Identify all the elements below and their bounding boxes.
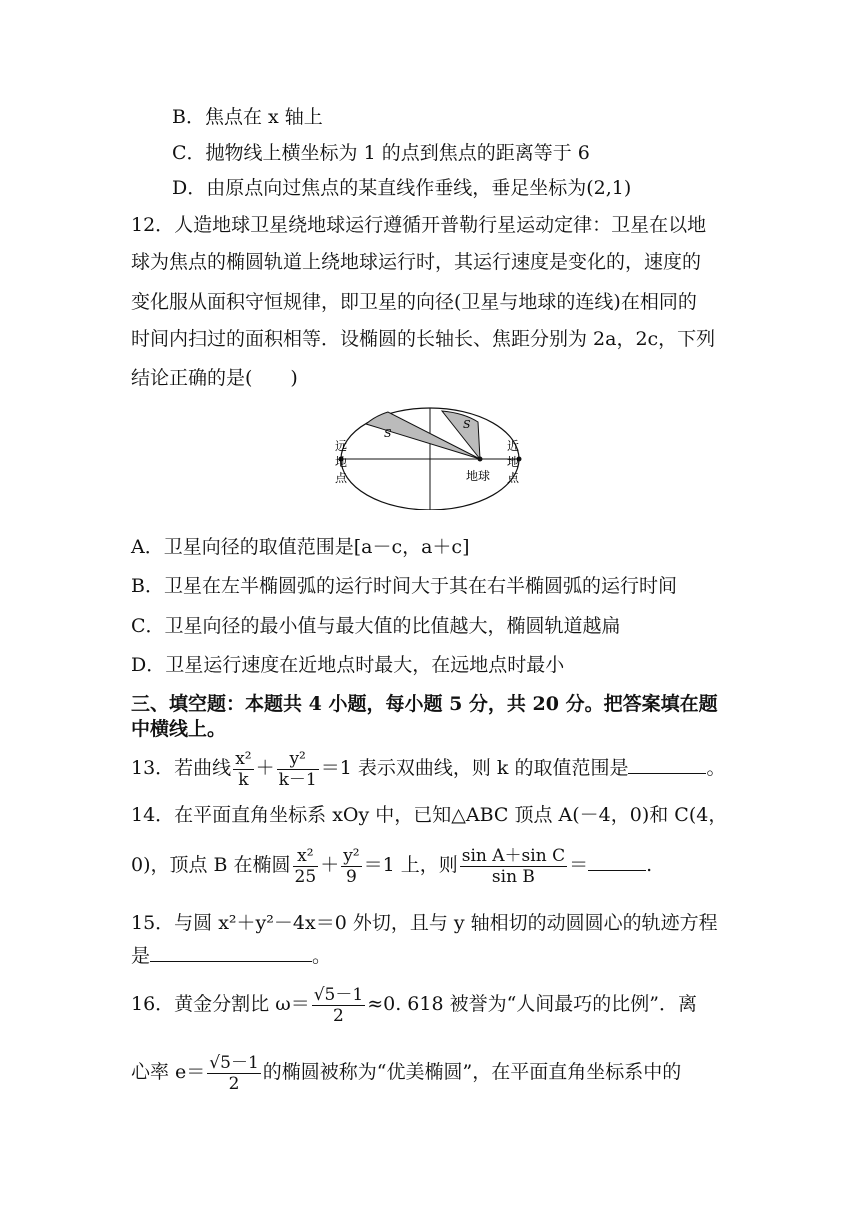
q15-answer-blank[interactable] — [150, 943, 312, 962]
q12-option-d: D．卫星运行速度在近地点时最大，在远地点时最小 — [131, 654, 565, 676]
section3-heading-line2: 中横线上。 — [131, 718, 227, 740]
q16-frac-num: √5－1 — [313, 984, 364, 1005]
q15-line2 — [131, 941, 331, 971]
q14-plus: ＋ — [320, 854, 340, 876]
q14-line2 — [131, 843, 652, 887]
q13-frac1-den: k — [238, 769, 249, 790]
far-label-1: 远 — [335, 439, 348, 453]
s-label-near: S — [463, 418, 471, 431]
q12-line4: 时间内扫过的面积相等．设椭圆的长轴长、焦距分别为 2a，2c，下列 — [131, 328, 716, 350]
q13-end: 。 — [706, 757, 726, 779]
q12-line3: 变化服从面积守恒规律，即卫星的向径(卫星与地球的连线)在相同的 — [131, 291, 697, 313]
q12-line5: 结论正确的是( ) — [131, 367, 298, 389]
q16-line2 — [131, 1048, 681, 1096]
option-11-d: D．由原点向过焦点的某直线作垂线，垂足坐标为(2,1) — [172, 177, 632, 199]
far-label-3: 点 — [335, 471, 348, 485]
option-11-b: B．焦点在 x 轴上 — [172, 106, 323, 128]
q14-frac1-den: 25 — [294, 866, 317, 887]
q16-prefix: 16．黄金分割比 ω＝ — [131, 993, 310, 1015]
q16-frac-den: 2 — [333, 1005, 344, 1026]
q14-frac3-num: sin A＋sin C — [461, 845, 566, 866]
q14-frac1-num: x² — [293, 846, 319, 867]
q13-frac2-den: k－1 — [278, 769, 317, 790]
near-label-1: 近 — [507, 439, 520, 453]
earth-dot — [478, 457, 483, 462]
q13-answer-blank[interactable] — [628, 755, 706, 774]
q16-frac2-den: 2 — [228, 1073, 240, 1094]
q12-option-b: B．卫星在左半椭圆弧的运行时间大于其在右半椭圆弧的运行时间 — [131, 575, 677, 597]
q14-answer-blank[interactable] — [588, 852, 646, 871]
near-label-2: 地 — [507, 455, 520, 469]
q14-prefix: 0)，顶点 B 在椭圆 — [131, 854, 291, 876]
q16-prefix2: 心率 e＝ — [131, 1061, 206, 1083]
option-11-c: C．抛物线上横坐标为 1 的点到焦点的距离等于 6 — [172, 142, 590, 164]
q16-frac2 — [207, 1053, 260, 1094]
q13-prefix: 13．若曲线 — [131, 757, 232, 779]
q12-line2: 球为焦点的椭圆轨道上绕地球运行时，其运行速度是变化的，速度的 — [131, 251, 702, 273]
near-label-3: 点 — [507, 471, 520, 485]
far-label-2: 地 — [335, 455, 348, 469]
q12-option-a: A．卫星向径的取值范围是[a－c，a＋c] — [131, 536, 470, 558]
q15-end: 。 — [312, 945, 332, 967]
q14-eq: ＝ — [569, 854, 589, 876]
q14-frac2-den: 9 — [346, 866, 357, 887]
section3-heading-line1: 三、填空题：本题共 4 小题，每小题 5 分，共 20 分。把答案填在题 — [131, 693, 718, 715]
q14-mid: ＝1 上，则 — [363, 854, 458, 876]
q14-line1: 14．在平面直角坐标系 xOy 中，已知△ABC 顶点 A(－4，0)和 C(4， — [131, 804, 728, 826]
q13 — [131, 748, 725, 790]
q13-frac2-num: y² — [277, 749, 319, 770]
q16-suffix2: 的椭圆被称为“优美椭圆”，在平面直角坐标系中的 — [262, 1061, 682, 1083]
q14-frac2 — [341, 846, 361, 887]
q13-suffix: ＝1 表示双曲线，则 k 的取值范围是 — [320, 757, 629, 779]
q14-frac1 — [293, 846, 319, 887]
q13-frac2 — [277, 749, 319, 790]
q14-frac3-den: sin B — [491, 866, 535, 887]
s-label-far: S — [384, 427, 392, 440]
q13-plus: ＋ — [255, 757, 275, 779]
q14-frac3 — [460, 846, 567, 887]
q16-suffix: ≈0. 618 被誉为“人间最巧的比例”．离 — [367, 993, 698, 1015]
q14-end: . — [646, 854, 653, 876]
orbit-figure — [330, 400, 530, 510]
q16-frac — [312, 985, 365, 1026]
q14-frac2-num: y² — [343, 845, 360, 866]
q16-frac2-num: √5－1 — [209, 1052, 259, 1073]
q15-prefix: 是 — [131, 945, 151, 967]
q12-option-c: C．卫星向径的最小值与最大值的比值越大，椭圆轨道越扁 — [131, 615, 621, 637]
q15-line1: 15．与圆 x²＋y²－4x＝0 外切，且与 y 轴相切的动圆圆心的轨迹方程 — [131, 912, 718, 934]
q13-frac1-num: x² — [235, 748, 252, 769]
earth-label: 地球 — [466, 469, 491, 483]
q16-line1 — [131, 980, 697, 1028]
q13-frac1 — [233, 749, 253, 790]
q12-line1: 12．人造地球卫星绕地球运行遵循开普勒行星运动定律：卫星在以地 — [131, 214, 707, 236]
